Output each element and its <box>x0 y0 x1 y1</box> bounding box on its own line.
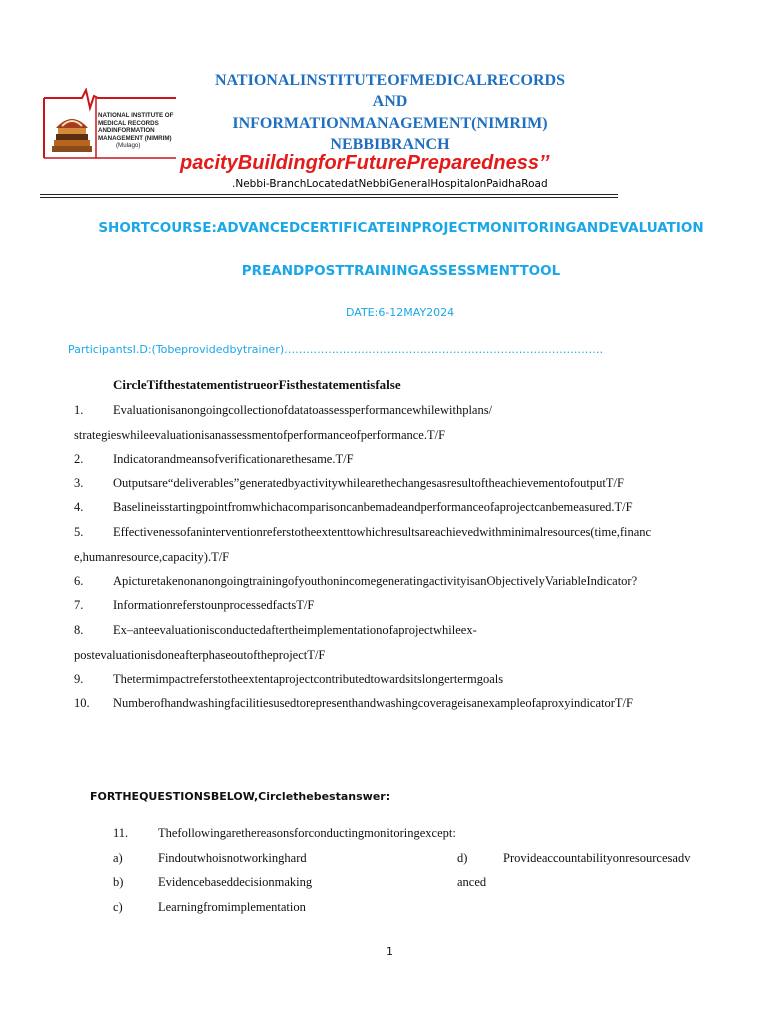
option-label-b: b) <box>113 875 124 889</box>
question-text: Evaluationisanongoingcollectionofdatatoassessperformancewhilewithplans/ <box>113 403 493 417</box>
question-text-cont: postevaluationisdoneafterphaseoutoftheprojectT/F <box>74 648 326 662</box>
question-number: 9. <box>74 672 84 686</box>
option-d: Provideaccountabilityonresourcesadv <box>503 851 691 865</box>
question-text: InformationreferstounprocessedfactsT/F <box>113 598 315 612</box>
question-text: Ex–anteevaluationisconductedaftertheimplementationofaprojectwhileex- <box>113 623 477 637</box>
question-text-cont: strategieswhileevaluationisanassessmentofperformanceofperformance.T/F <box>74 428 446 442</box>
question-number: 2. <box>74 452 84 466</box>
location-line: .Nebbi-BranchLocatedatNebbiGeneralHospitalonPaidhaRoad <box>232 178 548 190</box>
option-c: Learningfromimplementation <box>158 900 306 914</box>
question-number: 5. <box>74 525 84 539</box>
option-a: Findoutwhoisnotworkinghard <box>158 851 307 865</box>
nimrim-logo <box>42 88 178 164</box>
slogan: pacityBuildingforFuturePreparedness’’ <box>180 152 550 174</box>
page-number: 1 <box>386 945 393 958</box>
question-text: Baselineisstartingpointfromwhichacomparisoncanbemadeandperformanceofaprojectcanbemeasured.T/F <box>113 500 633 514</box>
option-label-a: a) <box>113 851 123 865</box>
option-b: Evidencebaseddecisionmaking <box>158 875 313 889</box>
question-text: Thefollowingarethereasonsforconductingmonitoringexcept: <box>158 826 456 840</box>
question-text-cont: e,humanresource,capacity).T/F <box>74 550 230 564</box>
question-text: NumberofhandwashingfacilitiesusedtorepresenthandwashingcoverageisanexampleofaproxyindicatorT/F <box>113 696 633 710</box>
question-number: 8. <box>74 623 84 637</box>
participant-id-field: ParticipantsI.D:(Tobeprovidedbytrainer)…………………………………………………………………………… <box>68 343 604 356</box>
question-text: Outputsare“deliverables”generatedbyactivitywhilearethechangesasresultoftheachievementofoutputT/F <box>113 476 624 490</box>
option-d-cont: anced <box>457 875 487 889</box>
question-number: 7. <box>74 598 84 612</box>
logo-text <box>98 112 173 150</box>
question-number: 11. <box>113 826 129 840</box>
institute-name-line3: INFORMATIONMANAGEMENT(NIMRIM) <box>232 115 548 132</box>
logo-line: NATIONAL INSTITUTE OF <box>98 112 174 119</box>
question-number: 4. <box>74 500 84 514</box>
branch-name: NEBBIBRANCH <box>330 136 450 153</box>
logo-line: ANDINFORMATION <box>98 127 155 134</box>
institute-name-line1: NATIONALINSTITUTEOFMEDICALRECORDS <box>215 72 565 89</box>
tool-title: PREANDPOSTTRAININGASSESSMENTTOOL <box>241 263 561 279</box>
question-text: Indicatorandmeansofverificationarethesame.T/F <box>113 452 354 466</box>
header-rule-double <box>40 197 618 198</box>
true-false-instruction: CircleTifthestatementistrueorFisthestatementisfalse <box>113 377 401 392</box>
option-label-d: d) <box>457 851 468 865</box>
question-text: Effectivenessofaninterventionreferstotheextenttowhichresultsareachievedwithminimalresources(time,financ <box>113 525 652 539</box>
institute-name-line2: AND <box>372 93 408 110</box>
course-title: SHORTCOURSE:ADVANCEDCERTIFICATEINPROJECTMONITORINGANDEVALUATION <box>98 220 704 236</box>
course-date: DATE:6-12MAY2024 <box>346 306 455 319</box>
header-rule <box>40 194 618 195</box>
question-number: 3. <box>74 476 84 490</box>
question-number: 6. <box>74 574 84 588</box>
question-text: Apicturetakenonanongoingtrainingofyouthonincomegeneratingactivityisan​ObjectivelyVariableIndicator? <box>113 574 638 588</box>
logo-line: (Mulago) <box>116 142 141 149</box>
option-label-c: c) <box>113 900 123 914</box>
question-number: 1. <box>74 403 84 417</box>
question-number: 10. <box>74 696 90 710</box>
logo-line: MEDICAL RECORDS <box>98 119 159 127</box>
section2-heading: FORTHEQUESTIONSBELOW,Circlethebestanswer: <box>90 790 391 803</box>
logo-line: MANAGEMENT (NIMRIM) <box>98 134 172 142</box>
question-text: Thetermimpactreferstotheextentaprojectcontributedtowardsitslongertermgoals <box>113 672 504 686</box>
